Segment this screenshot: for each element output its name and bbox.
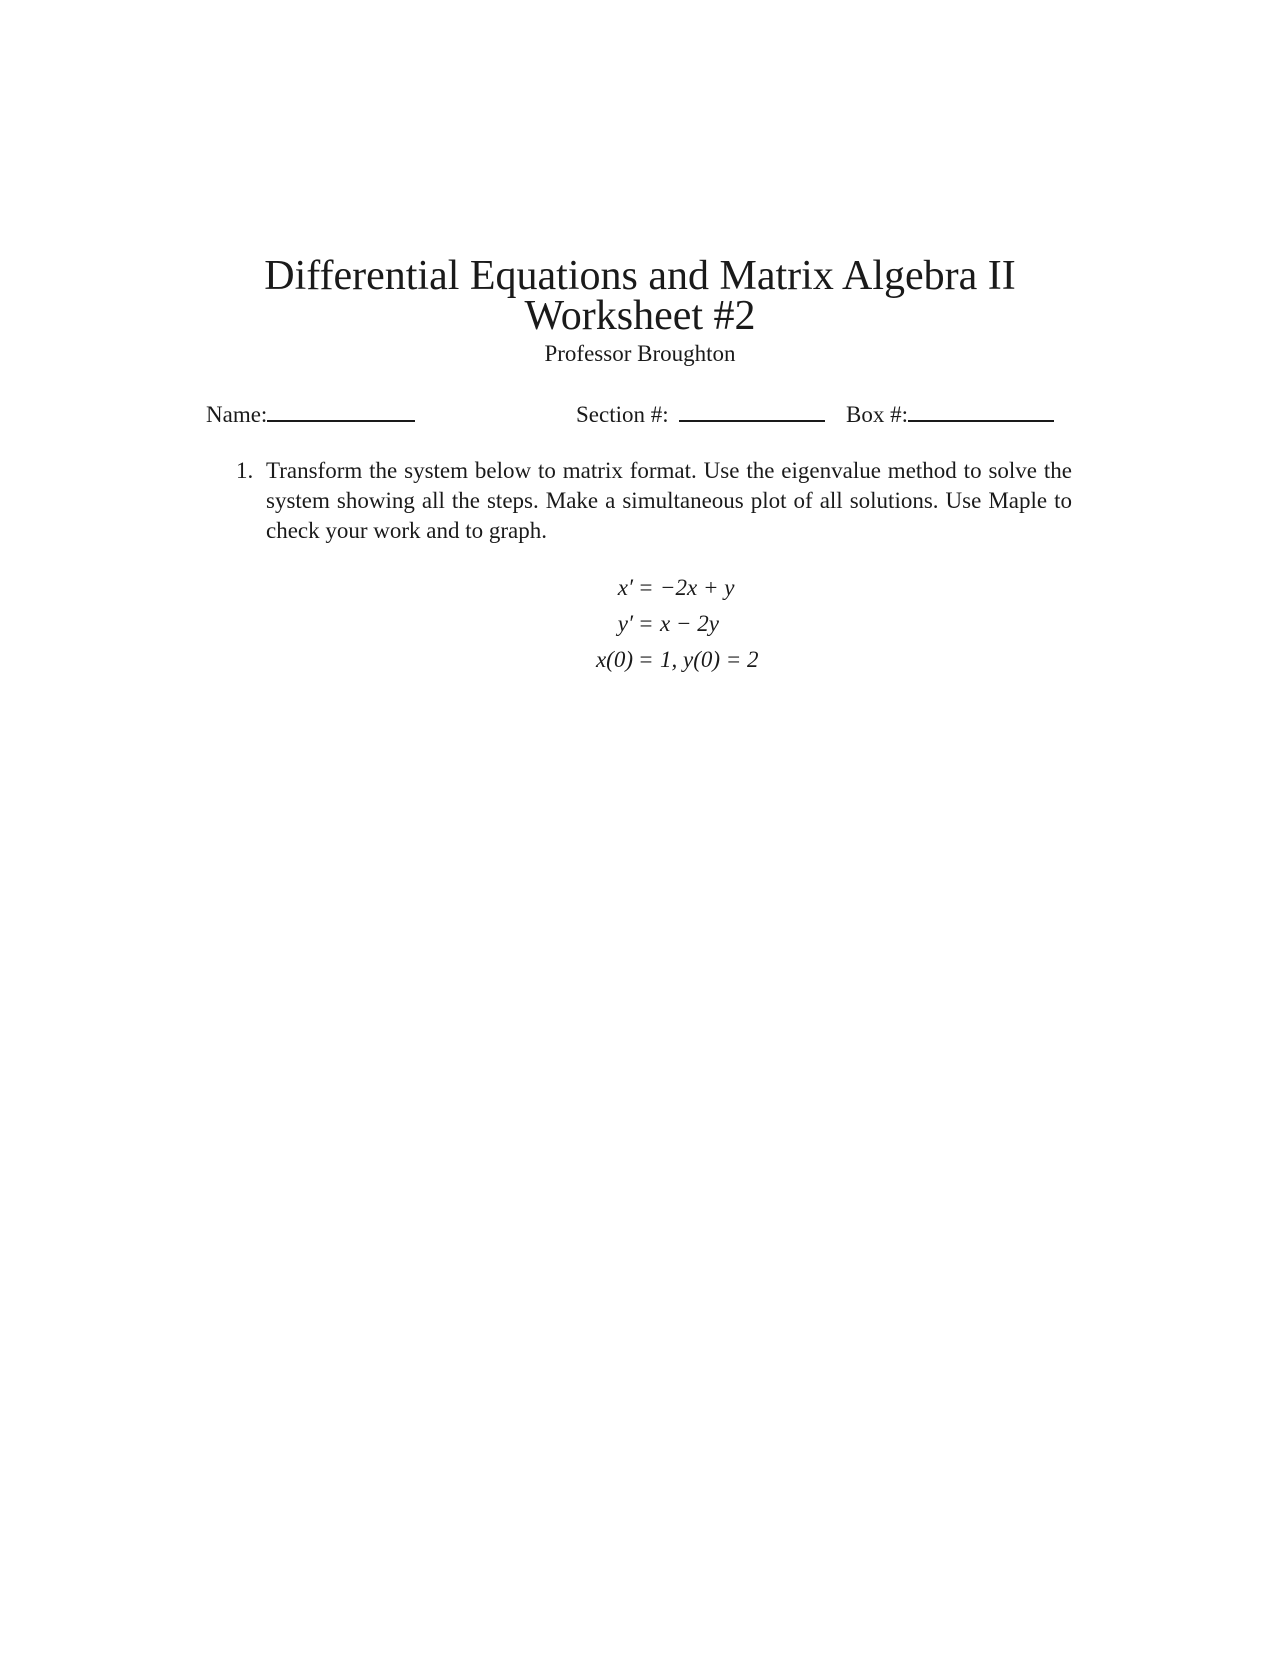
equation-row xyxy=(0,606,1280,642)
name-field xyxy=(206,400,415,428)
equation-row xyxy=(0,642,1280,678)
problem-text: Transform the system below to matrix format. Use the eigenvalue method to solve the system showing all the steps. Make a simultaneous plot of all solutions. Use Maple to check your work and to graph. xyxy=(266,458,1072,543)
equation-lhs: x′ xyxy=(617,575,633,600)
equation-lhs: y′ xyxy=(617,611,633,636)
equation-system xyxy=(0,570,1280,678)
box-field xyxy=(846,400,1054,428)
page-title: Differential Equations and Matrix Algebra II xyxy=(264,253,1016,299)
section-field xyxy=(576,400,825,428)
equals-sign: = xyxy=(639,575,653,600)
box-blank xyxy=(908,400,1054,422)
section-label: Section #: xyxy=(576,402,669,427)
title-block xyxy=(0,253,1280,369)
equation-row xyxy=(0,570,1280,606)
professor-name: Professor Broughton xyxy=(544,341,736,366)
equation-lhs: x(0) xyxy=(595,647,633,672)
problem-number: 1. xyxy=(236,458,254,483)
worksheet-number: Worksheet #2 xyxy=(524,293,756,339)
box-label: Box #: xyxy=(846,402,908,427)
equation-rhs: x − 2y xyxy=(660,611,719,636)
equals-sign: = xyxy=(639,647,653,672)
student-info-fields xyxy=(206,400,1072,430)
equation-rhs: −2x + y xyxy=(660,575,735,600)
equals-sign: = xyxy=(639,611,653,636)
problem-1 xyxy=(236,456,1072,546)
section-blank xyxy=(679,400,825,422)
name-label: Name: xyxy=(206,402,268,427)
name-blank xyxy=(267,400,415,422)
equation-rhs: 1, y(0) = 2 xyxy=(660,647,759,672)
